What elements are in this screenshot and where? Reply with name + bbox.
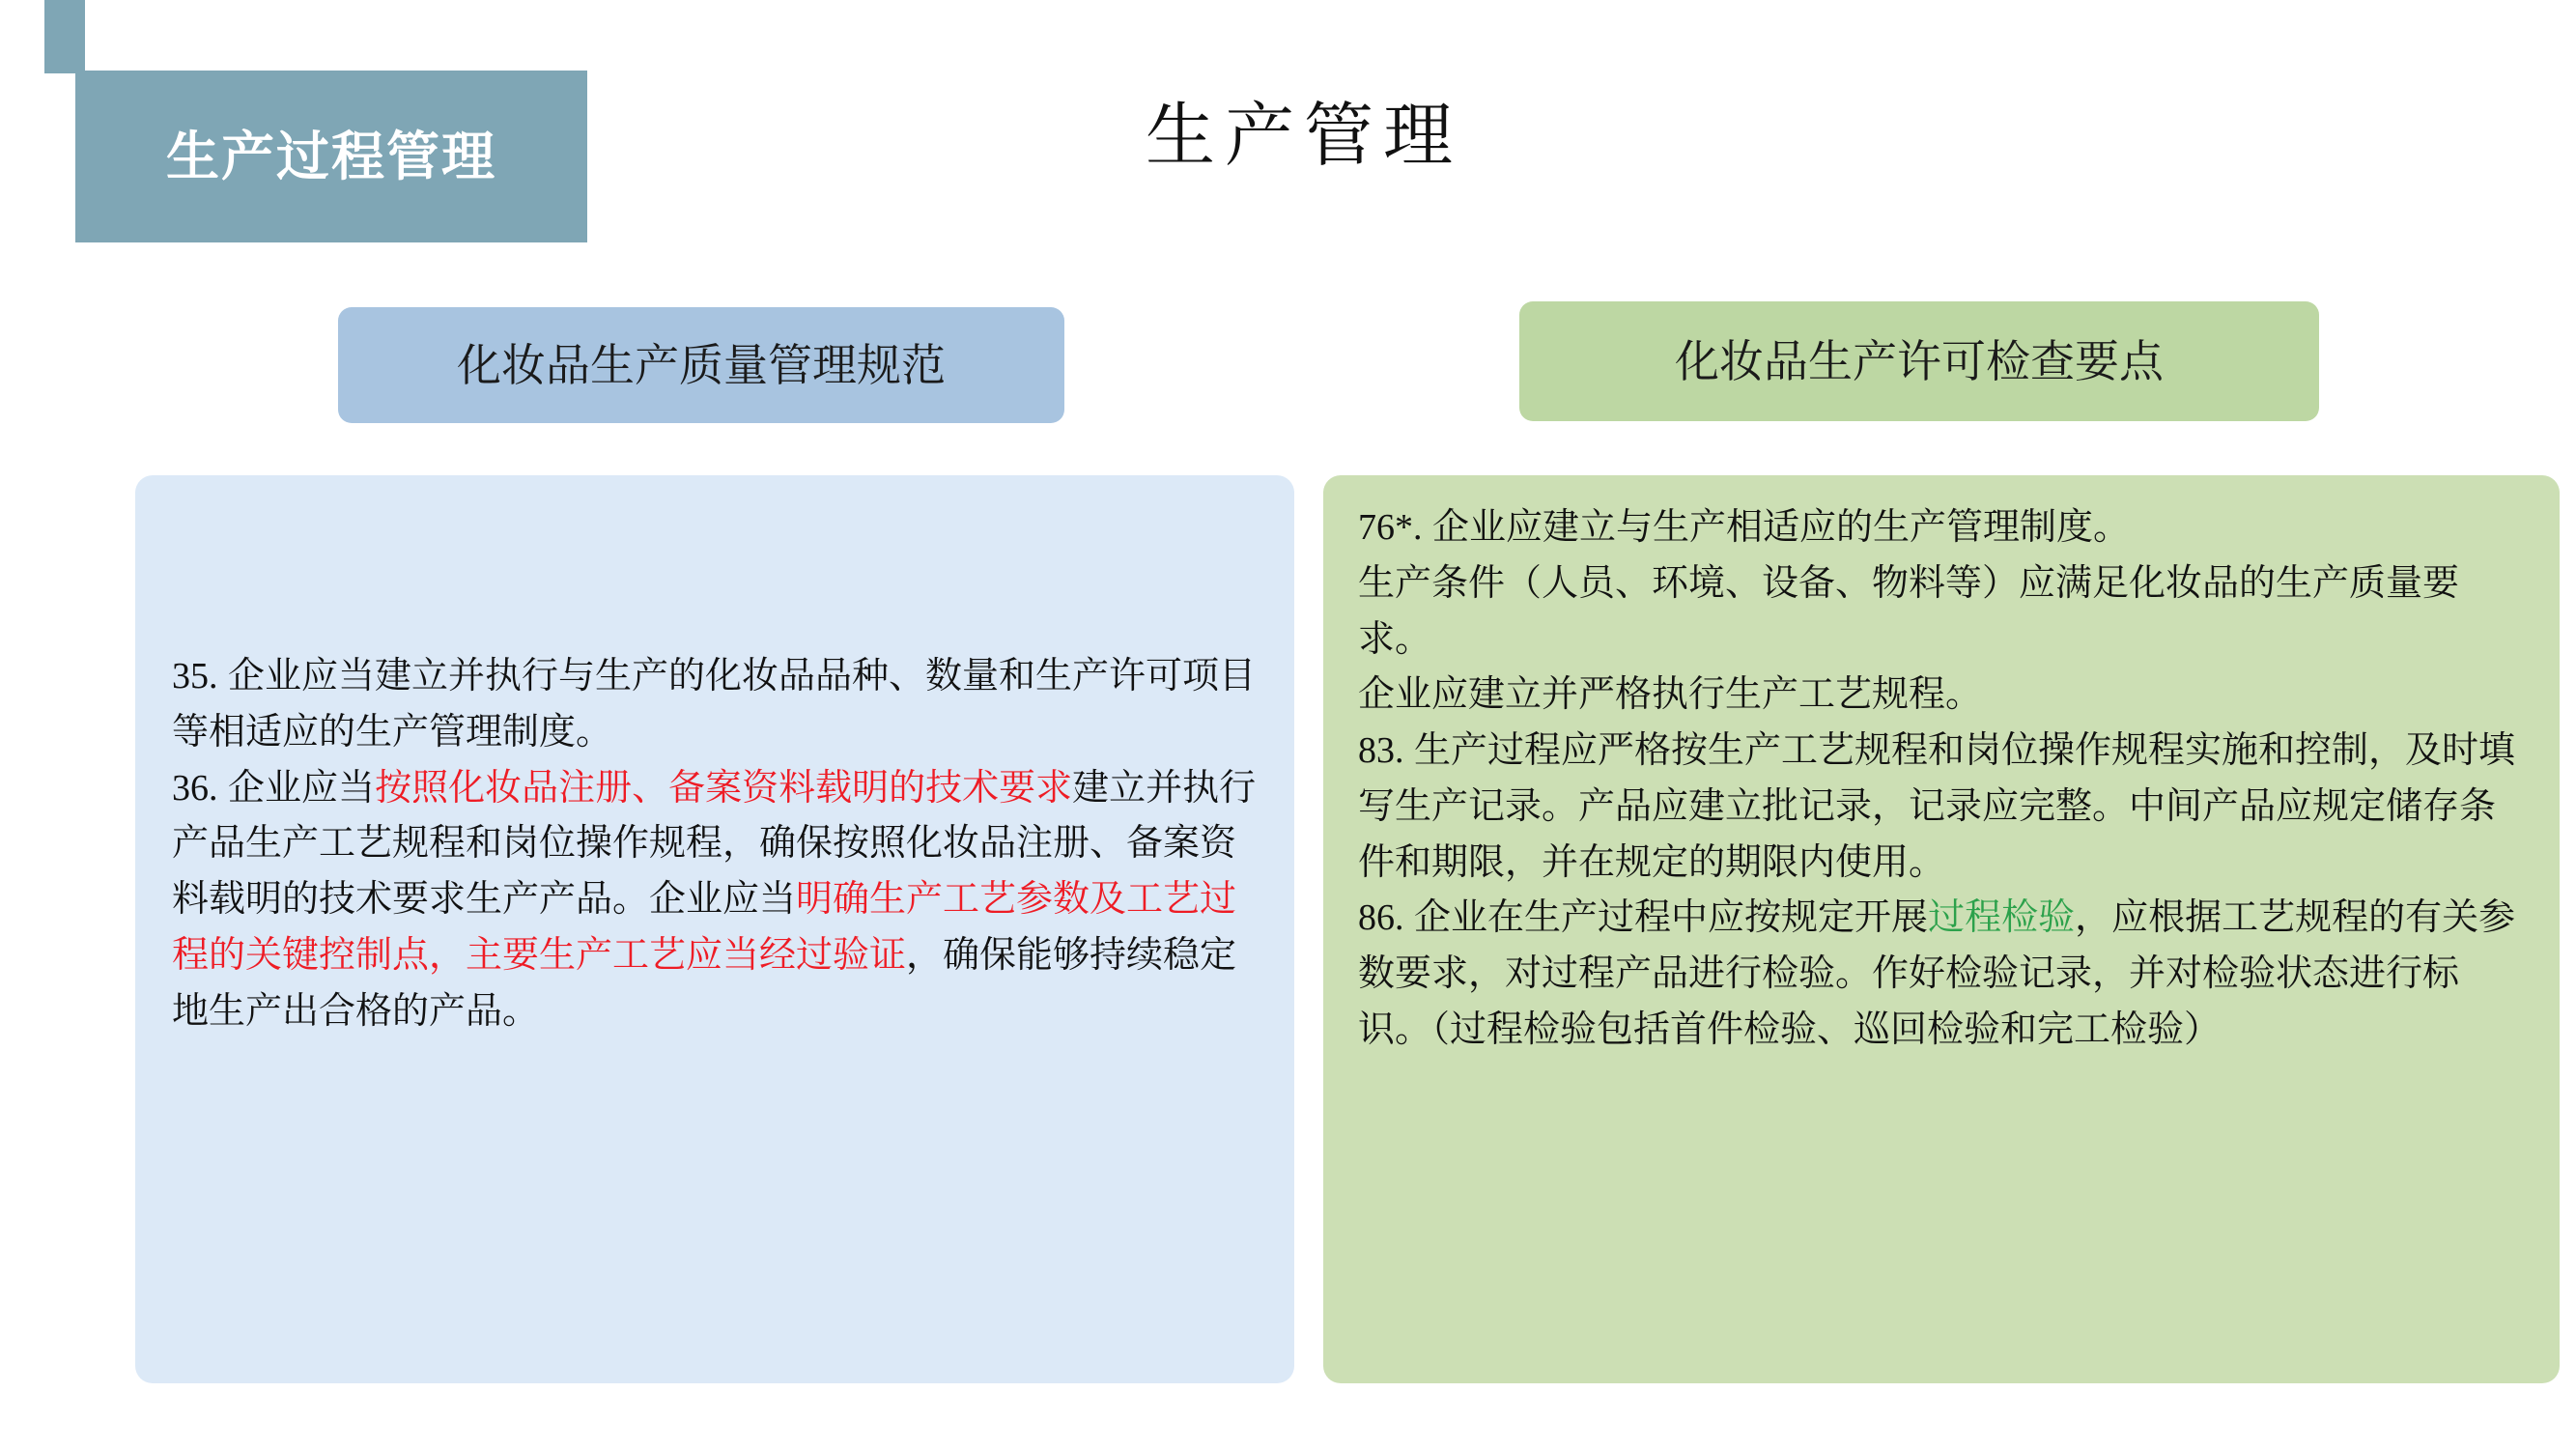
highlight-red-text: 明确生产工艺参数及工艺过程的关键控制点，主要生产工艺应当经过验证 [172, 879, 1237, 976]
clause-text: 企业应当 [217, 767, 376, 809]
right-column-header: 化妆品生产许可检查要点 [1519, 301, 2319, 421]
clause-text: 企业应建立与生产相适应的生产管理制度。 [1422, 507, 2131, 548]
left-content-panel [135, 475, 1294, 1383]
clause-text: 企业应建立并严格执行生产工艺规程。 [1358, 674, 1983, 716]
section-ribbon-label: 生产过程管理 [165, 126, 496, 186]
clause-paragraph [1358, 556, 2525, 668]
clause-number: 86. [1358, 897, 1404, 939]
clause-paragraph [1358, 500, 2525, 556]
clause-text: 生产条件（人员、环境、设备、物料等）应满足化妆品的生产质量要求。 [1358, 562, 2460, 660]
decor-corner-block-top [44, 0, 85, 73]
clause-number: 35. [172, 656, 218, 696]
clause-paragraph [1358, 891, 2525, 1058]
clause-paragraph [1358, 724, 2525, 891]
clause-text: 建立并执行产品生产工艺规程和岗位操作规程，确保按照化妆品注册、备案资料载明的技术要求生产产品。企业应当 [172, 767, 1257, 920]
clause-number: 83. [1358, 730, 1404, 771]
left-column-header: 化妆品生产质量管理规范 [338, 307, 1064, 423]
clause-text: ，确保能够持续稳定地生产出合格的产品。 [172, 934, 1237, 1032]
clause-text: 生产过程应严格按生产工艺规程和岗位操作规程实施和控制，及时填写生产记录。产品应建立批记录，记录应完整。中间产品应规定储存条件和期限，并在规定的期限内使用。 [1358, 730, 2516, 883]
clause-paragraph [172, 649, 1258, 761]
highlight-green-text: 过程检验 [1928, 897, 2076, 939]
left-panel-text [172, 475, 1258, 1039]
clause-number: 36. [172, 767, 218, 809]
highlight-red-text: 按照化妆品注册、备案资料载明的技术要求 [375, 767, 1073, 809]
clause-paragraph [172, 761, 1258, 1040]
clause-text: 企业应当建立并执行与生产的化妆品品种、数量和生产许可项目等相适应的生产管理制度。 [172, 656, 1257, 753]
clause-text: 企业在生产过程中应按规定开展 [1403, 897, 1929, 939]
right-panel-text [1358, 500, 2525, 1059]
clause-number: 76*. [1358, 507, 1423, 548]
page-title: 生产管理 [1145, 98, 1462, 175]
right-content-panel [1323, 475, 2560, 1383]
clause-text: ，应根据工艺规程的有关参数要求，对过程产品进行检验。作好检验记录，并对检验状态进行标识。（过程检验包括首件检验、巡回检验和完工检验） [1358, 897, 2516, 1050]
clause-paragraph [1358, 668, 2525, 724]
